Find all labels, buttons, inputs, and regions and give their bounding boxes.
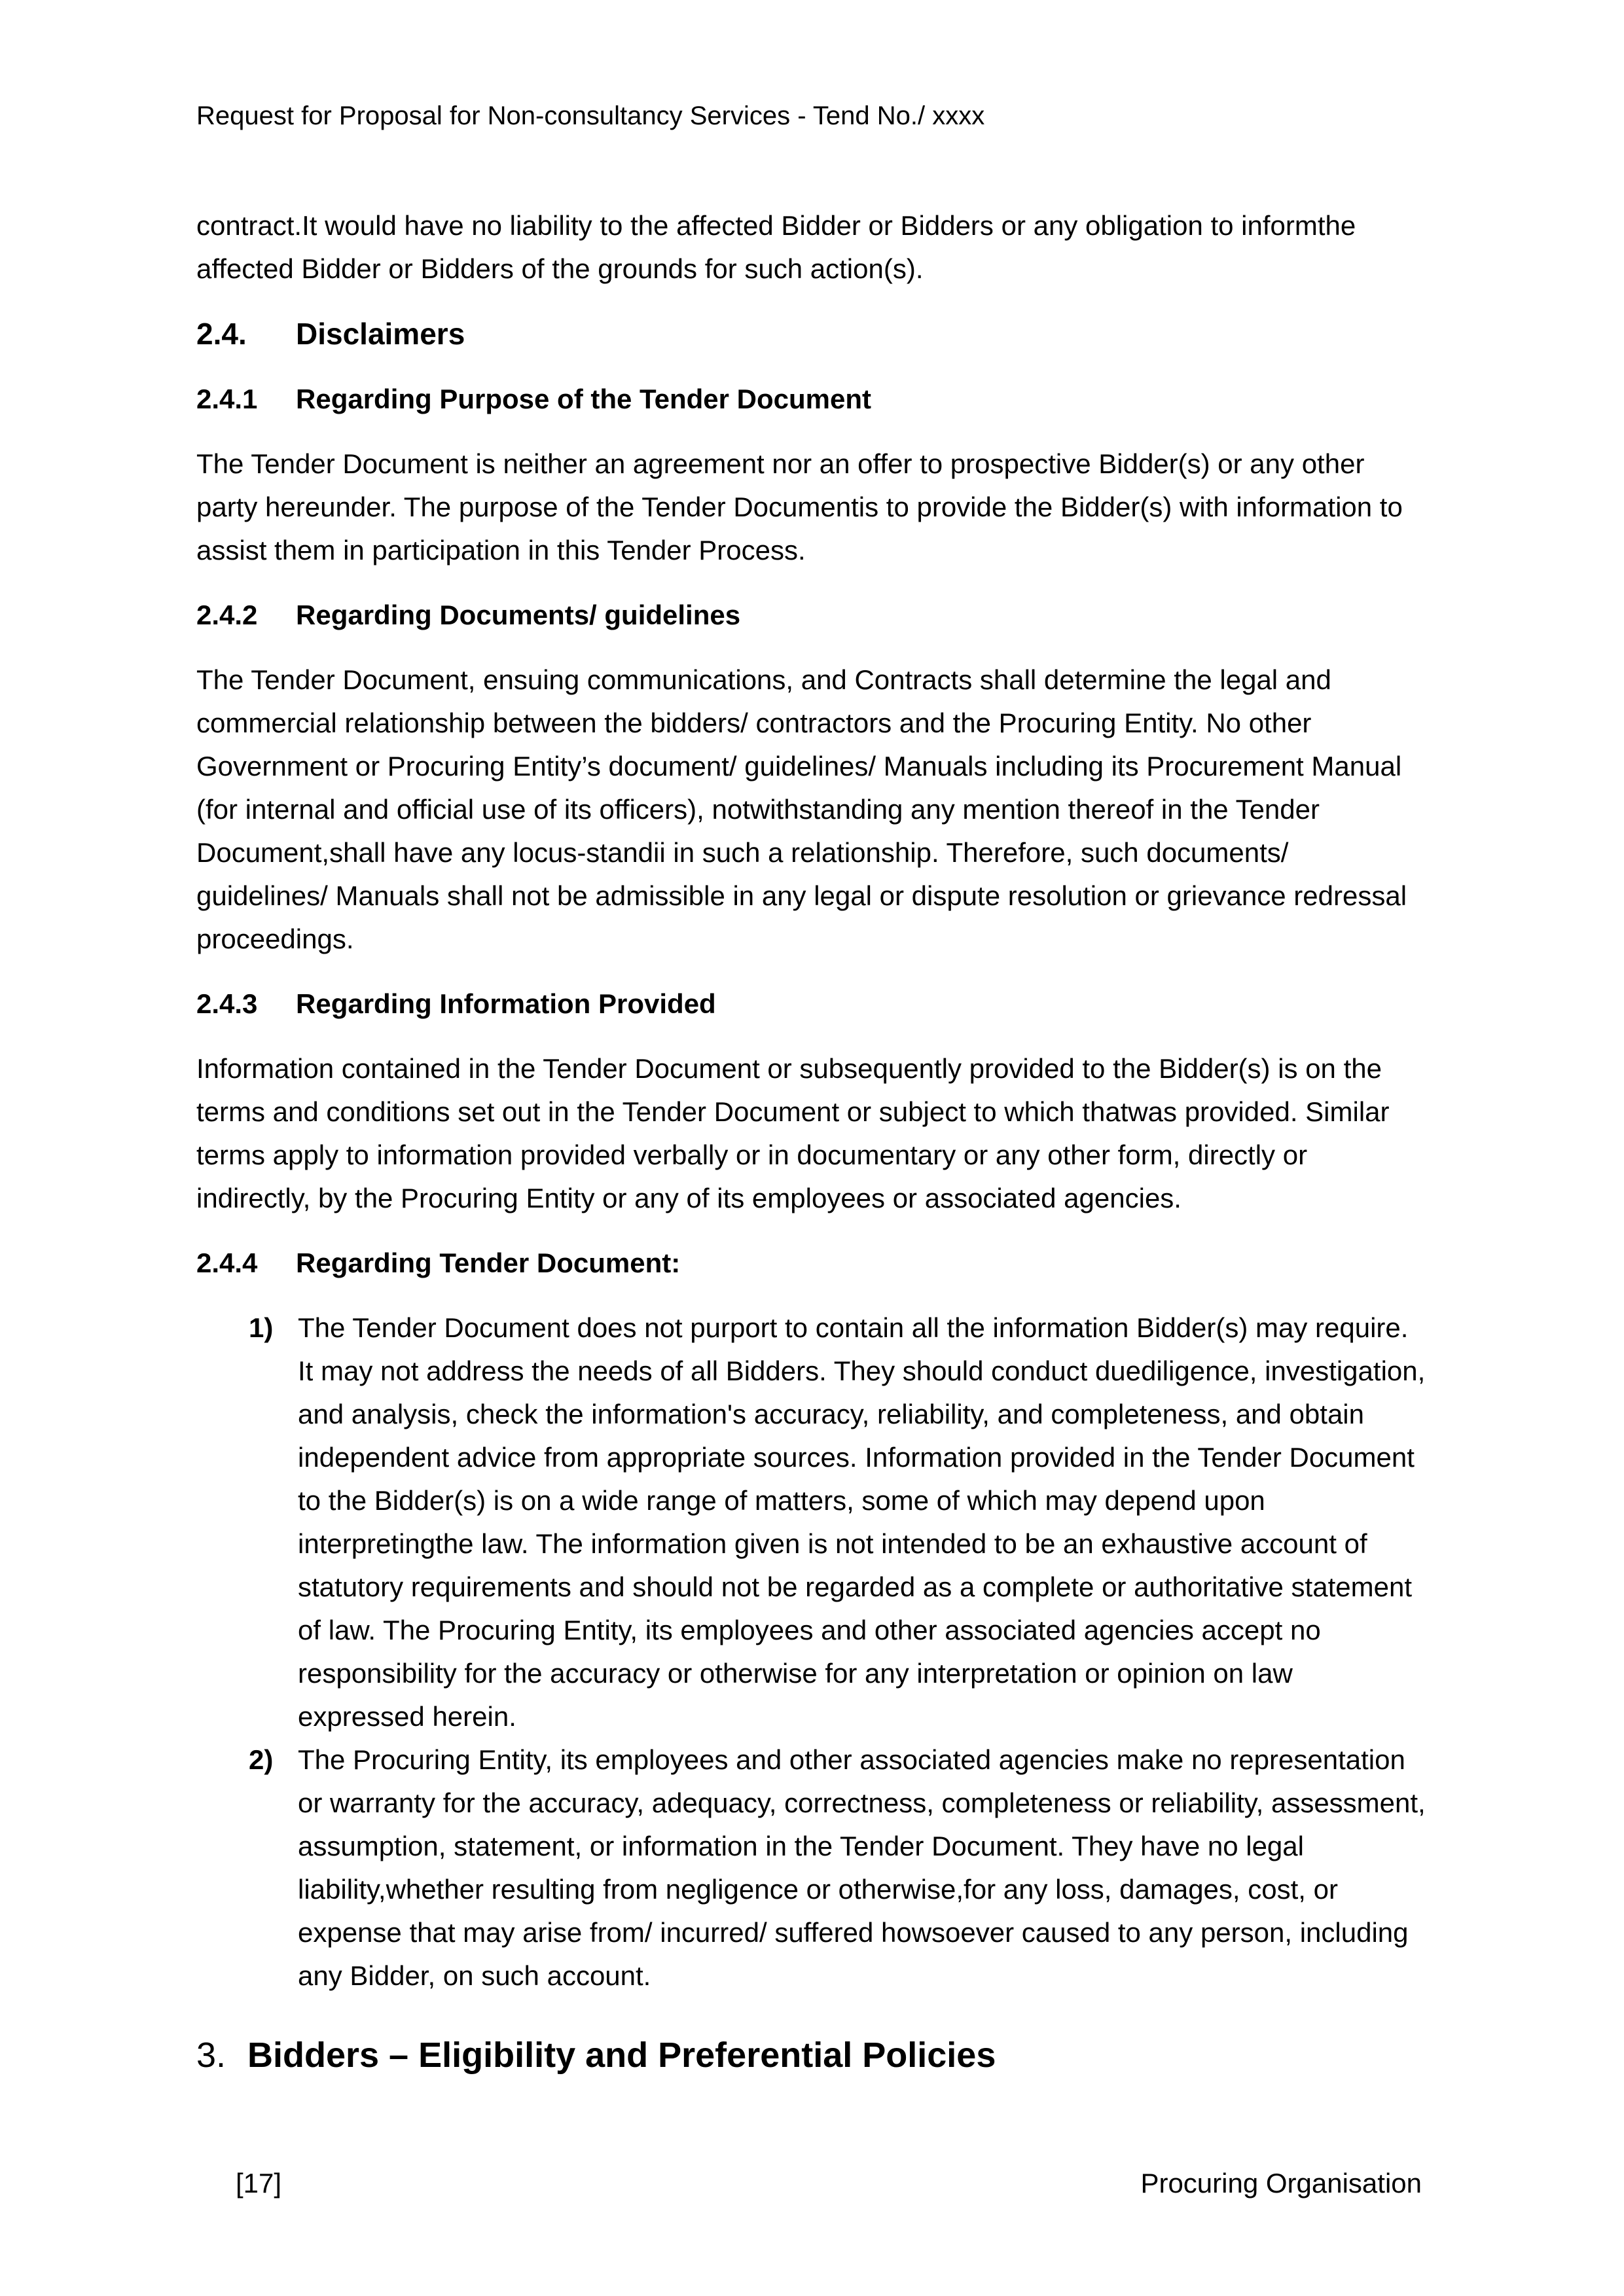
section-2-4-title: Disclaimers — [296, 317, 465, 351]
section-2-4-1-heading — [196, 381, 1427, 418]
section-2-4-3-heading — [196, 986, 1427, 1022]
section-3-heading — [196, 2032, 1427, 2079]
document-content — [196, 204, 1427, 2079]
section-2-4-1-title: Regarding Purpose of the Tender Document — [296, 384, 871, 414]
page-number: [17] — [236, 2168, 282, 2198]
list-item-number: 2) — [249, 1744, 274, 1775]
paragraph-2-4-3: Information contained in the Tender Document or subsequently provided to the Bidder(s) is on the terms and conditions set out in the Tender Document or subject to which thatwas provided. Similar terms apply to information provided verbally or in documentary or any other form, directly or indirectly, by the Procuring Entity or any of its employees or associated agencies. — [196, 1053, 1390, 1213]
section-2-4-3-number: 2.4.3 — [196, 988, 258, 1019]
section-3-number: 3. — [196, 2036, 226, 2075]
page-header — [196, 99, 1428, 132]
section-2-4-number: 2.4. — [196, 317, 247, 351]
section-2-4-2-title: Regarding Documents/ guidelines — [296, 600, 741, 630]
numbered-list — [196, 1306, 1427, 1998]
section-2-4-4-number: 2.4.4 — [196, 1247, 258, 1278]
section-3-title: Bidders – Eligibility and Preferential Policies — [247, 2036, 996, 2075]
list-item-number: 1) — [249, 1312, 274, 1343]
page-footer — [196, 2165, 1422, 2202]
paragraph-intro: contract.It would have no liability to the affected Bidder or Bidders or any obligation to informthe affected Bidder or Bidders of the grounds for such action(s). — [196, 210, 1356, 284]
footer-organisation: Procuring Organisation — [1140, 2168, 1422, 2198]
section-2-4-3-title: Regarding Information Provided — [296, 988, 716, 1019]
section-2-4-4-heading — [196, 1245, 1427, 1282]
section-2-4-4-title: Regarding Tender Document: — [296, 1247, 681, 1278]
list-item-text: The Procuring Entity, its employees and other associated agencies make no representation or warranty for the accuracy, adequacy, correctness, completeness or reliability, assessment, assumption, statement, or information in the Tender Document. They have no legal liability,whether resulting from negligence or otherwise,for any loss, damages, cost, or expense that may arise from/ incurred/ suffered howsoever caused to any person, including any Bidder, on such account. — [298, 1744, 1426, 1991]
paragraph-2-4-2: The Tender Document, ensuing communications, and Contracts shall determine the legal and commercial relationship between the bidders/ contractors and the Procuring Entity. No other Government or Procuring Entity’s document/ guidelines/ Manuals including its Procurement Manual (for internal and official use of its officers), notwithstanding any mention thereof in the Tender Document,shall have any locus-standii in such a relationship. Therefore, such documents/ guidelines/ Manuals shall not be admissible in any legal or dispute resolution or grievance redressal proceedings. — [196, 664, 1407, 954]
list-item — [196, 1306, 1427, 1738]
section-2-4-1-number: 2.4.1 — [196, 384, 258, 414]
section-2-4-2-heading — [196, 597, 1427, 634]
section-2-4-heading — [196, 315, 1427, 352]
list-item-text: The Tender Document does not purport to contain all the information Bidder(s) may require. It may not address the needs of all Bidders. They should conduct duediligence, investigation, and analysis, check the information's accuracy, reliability, and completeness, and obtain independent advice from appropriate sources. Information provided in the Tender Document to the Bidder(s) is on a wide range of matters, some of which may depend upon interpretingthe law. The information given is not intended to be an exhaustive account of statutory requirements and should not be regarded as a complete or authoritative statement of law. The Procuring Entity, its employees and other associated agencies accept no responsibility for the accuracy or otherwise for any interpretation or opinion on law expressed herein. — [298, 1312, 1426, 1732]
paragraph-2-4-1: The Tender Document is neither an agreement nor an offer to prospective Bidder(s) or any other party hereunder. The purpose of the Tender Documentis to provide the Bidder(s) with information to assist them in participation in this Tender Process. — [196, 448, 1403, 565]
header-title: Request for Proposal for Non-consultancy Services - Tend No./ xxxx — [196, 101, 985, 130]
section-2-4-2-number: 2.4.2 — [196, 600, 258, 630]
list-item — [196, 1738, 1427, 1998]
